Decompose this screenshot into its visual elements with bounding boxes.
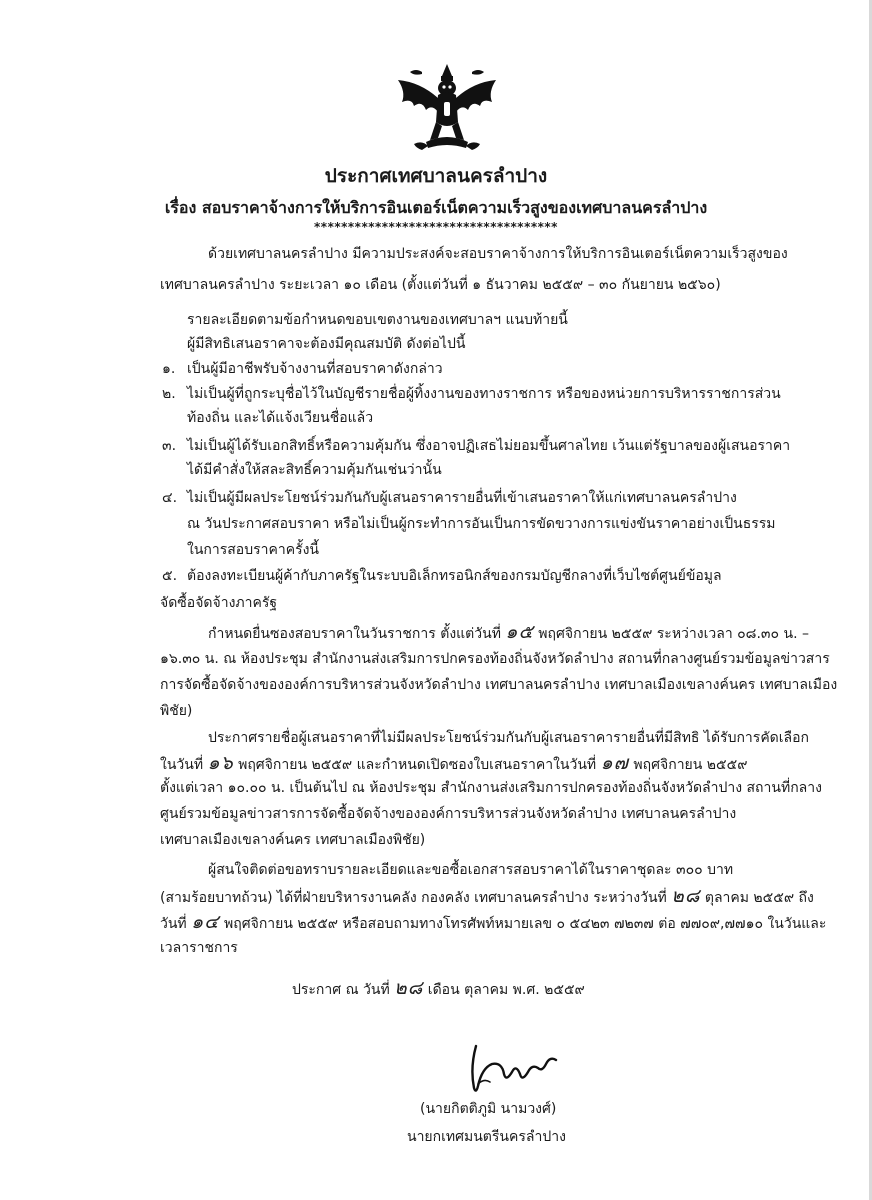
signatory-name: (นายกิตติภูมิ นามวงศ์) [420, 1101, 557, 1117]
signature-icon [462, 1038, 562, 1096]
intro-line-2: เทศบาลนครลำปาง ระยะเวลา ๑๐ เดือน (ตั้งแต่วันที่ ๑ ธันวาคม ๒๕๕๙ – ๓๐ กันยายน ๒๕๖๐) [160, 277, 721, 293]
selection-line-1: ประกาศรายชื่อผู้เสนอราคาที่ไม่มีผลประโยชน์ร่วมกันกับผู้เสนอราคารายอื่นที่มีสิทธิ ได้รับการคัดเลือก [208, 730, 810, 746]
signatory-position: นายกเทศมนตรีนครลำปาง [407, 1129, 566, 1145]
selection-line-3: ตั้งแต่เวลา ๑๐.๐๐ น. เป็นต้นไป ณ ห้องประชุม สำนักงานส่งเสริมการปกครองท้องถิ่นจังหวัดลำปาง สถานที่กลาง [160, 780, 822, 796]
text-run: เดือน ตุลาคม พ.ศ. ๒๕๕๙ [423, 982, 585, 998]
garuda-emblem-icon [392, 62, 502, 154]
list-item-line: ไม่เป็นผู้ที่ถูกระบุชื่อไว้ในบัญชีรายชื่อผู้ทิ้งงานของทางราชการ หรือของหน่วยการบริหารราชการส่วน [187, 386, 781, 402]
list-item-number: ๑. [162, 361, 176, 377]
handwritten-date: ๒๘ [671, 885, 701, 907]
separator-stars: ************************************ [314, 220, 558, 234]
announce-date-line [292, 978, 585, 1000]
list-item-line: ได้มีคำสั่งให้สละสิทธิ์ความคุ้มกันเช่นว่านั้น [187, 462, 442, 478]
selection-line-2 [160, 753, 747, 775]
text-run: พฤศจิกายน ๒๕๕๙ และกำหนดเปิดซองใบเสนอราคาในวันที่ [233, 757, 601, 773]
list-item-line: ไม่เป็นผู้มีผลประโยชน์ร่วมกันกับผู้เสนอราคารายอื่นที่เข้าเสนอราคาให้แก่เทศบาลนครลำปาง [187, 490, 737, 506]
submission-line-4: พิชัย) [160, 703, 193, 719]
purchase-line-2 [160, 886, 814, 908]
list-item-line: ไม่เป็นผู้ได้รับเอกสิทธิ์หรือความคุ้มกัน ซึ่งอาจปฏิเสธไม่ยอมขึ้นศาลไทย เว้นแต่รัฐบาลของผู้เสนอราคา [187, 438, 791, 454]
list-item-line: ต้องลงทะเบียนผู้ค้ากับภาครัฐในระบบอิเล็กทรอนิกส์ของกรมบัญชีกลางที่เว็บไซต์ศูนย์ข้อมูล [187, 568, 722, 584]
list-item-line: ณ วันประกาศสอบราคา หรือไม่เป็นผู้กระทำการอันเป็นการขัดขวางการแข่งขันราคาอย่างเป็นธรรม [187, 516, 776, 532]
selection-line-5: เทศบาลเมืองเขลางค์นคร เทศบาลเมืองพิชัย) [160, 832, 426, 848]
details-line: รายละเอียดตามข้อกำหนดขอบเขตงานของเทศบาลฯ แนบท้ายนี้ [187, 312, 568, 328]
selection-line-4: ศูนย์รวมข้อมูลข่าวสารการจัดซื้อจัดจ้างขององค์การบริหารส่วนจังหวัดลำปาง เทศบาลนครลำปาง [160, 806, 737, 822]
purchase-line-4: เวลาราชการ [160, 940, 238, 956]
handwritten-date: ๑๕ [505, 621, 534, 643]
text-run: พฤศจิกายน ๒๕๕๙ หรือสอบถามทางโทรศัพท์หมายเลข ๐ ๕๔๒๓ ๗๒๓๗ ต่อ ๗๗๐๙,๗๗๑๐ ในวันและ [219, 916, 827, 932]
text-run: พฤศจิกายน ๒๕๕๙ ระหว่างเวลา ๐๘.๓๐ น. – [533, 626, 809, 642]
list-item-line: เป็นผู้มีอาชีพรับจ้างงานที่สอบราคาดังกล่าว [187, 361, 443, 377]
list-item-number: ๔. [162, 490, 178, 506]
submission-line-2: ๑๖.๓๐ น. ณ ห้องประชุม สำนักงานส่งเสริมการปกครองท้องถิ่นจังหวัดลำปาง สถานที่กลางศูนย์รวมข้อมูลข่าวสาร [160, 651, 830, 667]
page-title: ประกาศเทศบาลนครลำปาง [324, 165, 548, 187]
subject-line: เรื่อง สอบราคาจ้างการให้บริการอินเตอร์เน็ตความเร็วสูงของเทศบาลนครลำปาง [164, 198, 708, 217]
handwritten-date: ๑๔ [191, 911, 220, 933]
list-item-line: ท้องถิ่น และได้แจ้งเวียนชื่อแล้ว [187, 410, 374, 426]
text-run: ตุลาคม ๒๕๕๙ ถึง [700, 890, 814, 906]
submission-line-3: การจัดซื้อจัดจ้างขององค์การบริหารส่วนจังหวัดลำปาง เทศบาลนครลำปาง เทศบาลเมืองเขลางค์นคร เทศบาลเมือง [160, 677, 838, 693]
text-run: (สามร้อยบาทถ้วน) ได้ที่ฝ่ายบริหารงานคลัง กองคลัง เทศบาลนครลำปาง ระหว่างวันที่ [160, 890, 672, 906]
handwritten-date: ๒๘ [394, 977, 424, 999]
text-run: กำหนดยื่นซองสอบราคาในวันราชการ ตั้งแต่วันที่ [208, 626, 506, 642]
list-item-number: ๓. [162, 438, 177, 454]
qualifications-heading: ผู้มีสิทธิเสนอราคาจะต้องมีคุณสมบัติ ดังต่อไปนี้ [187, 336, 466, 352]
handwritten-date: ๑๗ [600, 752, 629, 774]
list-item-line: จัดซื้อจัดจ้างภาครัฐ [160, 595, 278, 611]
intro-line-1: ด้วยเทศบาลนครลำปาง มีความประสงค์จะสอบราคาจ้างการให้บริการอินเตอร์เน็ตความเร็วสูงของ [208, 246, 788, 262]
submission-line-1 [208, 622, 809, 644]
text-run: ประกาศ ณ วันที่ [292, 982, 395, 998]
purchase-line-1: ผู้สนใจติดต่อขอทราบรายละเอียดและขอซื้อเอกสารสอบราคาได้ในราคาชุดละ ๓๐๐ บาท [208, 862, 734, 878]
text-run: ในวันที่ [160, 757, 208, 773]
list-item-line: ในการสอบราคาครั้งนี้ [187, 542, 320, 558]
purchase-line-3 [160, 912, 826, 934]
list-item-number: ๕. [162, 568, 178, 584]
list-item-number: ๒. [162, 386, 176, 402]
text-run: พฤศจิกายน ๒๕๕๙ [628, 757, 748, 773]
text-run: วันที่ [160, 916, 192, 932]
handwritten-date: ๑๖ [207, 752, 234, 774]
